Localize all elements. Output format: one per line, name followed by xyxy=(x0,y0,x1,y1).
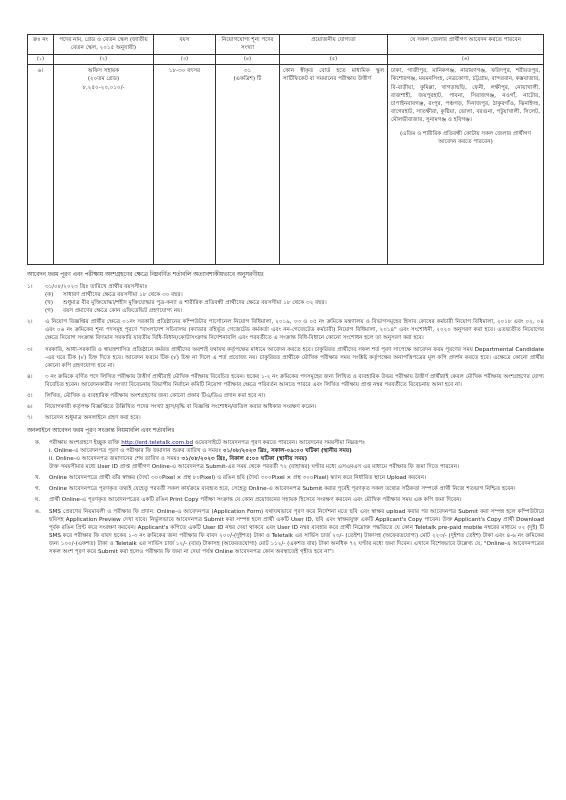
item-text: লিখিত, মৌখিক ও ব্যবহারিক পরীক্ষায় অংশগ্রহণের জন্য কোনো প্রকার টিএ/ডিএ প্রদান করা হবে না। xyxy=(45,393,266,400)
item-text: এ নিয়োগ বিজ্ঞপ্তির প্রার্থীর ক্ষেত্রে ০১নং সরকারি প্রতিষ্ঠানের কম্পিউটার পার্সোনেল নিয়োগ বিধিমালা, ২০১৯, ০৩ ও ০৫ নং ক্রমিকে মন্ত্রণালয় ও বিভাগসমূহের হিসাব কোষের কর্মচারী নিয়োগ বিধিমালা, ২০১৮ এবং ০২, ০৪ এবং ০৬ নং ক্রমিকের শূন্য পদসমূহ পূরণে "বাংলাদেশ সচিবালয় (ক্যাডার বহির্ভূত গেজেটেড কর্মকর্তা এবং নন-গেজেটেড কর্মচারী) নিয়োগ বিধিমালা, ২০১৪" এবং সংশোধনী, ২০২০ অনুসরণ করা হবে। এতদ্ব্যতীত নিয়োগের ক্ষেত্রে নিয়োগ সংক্রান্ত বিদ্যমান সরকারি যাবতীয় বিধি-বিধান/কোটাসংক্রান্ত নির্দেশনাবলি এবং পরবর্তীতে এ সংক্রান্ত বিধি-বিধানে কোনো সংশোধন হলে তা অনুসরণ করা হবে। xyxy=(45,319,544,342)
row-qualification: কোন স্বীকৃত বোর্ড হতে মাধ্যমিক স্কুল সার্টিফিকেট বা সমমানের পরীক্ষায় উত্তীর্ণ xyxy=(280,65,388,265)
online-item xyxy=(35,485,544,493)
condition-subitem xyxy=(45,307,544,315)
item-text: নিয়োগকারী কর্তৃপক্ষ বিজ্ঞপ্তিতে উল্লিখিত পদের সংখ্যা হ্রাস/বৃদ্ধি বা বিজ্ঞপ্তি সংশোধন/বাতিল করার অধিকার সংরক্ষণ করেন। xyxy=(45,404,317,411)
item-number: ৪। xyxy=(27,373,33,380)
table-header-row xyxy=(28,35,544,55)
online-item-a xyxy=(35,439,544,447)
condition-item xyxy=(27,414,544,422)
subitem-number: (ক) xyxy=(45,291,54,298)
header-qualification: প্রয়োজনীয় যোগ্যতা xyxy=(280,35,388,55)
item-text: SMS প্রেরণের নিয়মাবলী ও পরীক্ষার ফি প্রদান: Online-এ আবেদনপত্র (Application Form) যথাযথভাবে পূরণ করে নির্দেশনা মতে ছবি এবং স্বাক্ষর upload করার পর আবেদনপত্র Submit করা সম্পন্ন হলে কম্পিউটারে ছবিসহ Application Preview দেখা যাবে। নির্ভুলভাবে আবেদনপত্র Submit করা সম্পন্ন হলে প্রার্থী একটি User ID, ছবি এবং স্বাক্ষরযুক্ত একটি Applicant's Copy পাবেন। উক্ত Applicant's Copy প্রার্থী Download পূর্বক রঙিন প্রিন্ট করে সংরক্ষণ করবেন। Applicant's কপিতে একটি User ID নম্বর দেয়া থাকবে এবং User ID নম্বর ব্যবহার করে প্রার্থী নিম্নোক্ত পদ্ধতিতে যে কোন Teletalk pre-paid mobile নম্বরের মাধ্যমে ০২ (দুই) টি SMS করে পরীক্ষার ফি বাবদ ছকের ১-৩ নং ক্রমিকের জন্য পরীক্ষার ফি বাবদ ২০০/-(দুইশত) টাকা ও Teletalk এর সার্ভিস চার্জ ২৩/- (তেইশ) টাকাসহ (অফেরতযোগ্য) মোট ২২৩/- (দুইশত তেইশ) টাকা এবং ৪-৬ নং ক্রমিকের জন্য ১০০/-(একশত) টাকা ও Teletalk এর সার্ভিস চার্জ ১২/- (বার) টাকাসহ (অফেরতযোগ্য) মোট ১১২/- (একশত বার) টাকা অনধিক ৭২ ঘণ্টার মধ্যে জমা দিবেন। এখানে বিশেষভাবে উল্লেখ্য যে, "Online-এ আবেদনপত্রের সকল অংশ পূরণ করে Submit করা হলেও পরীক্ষার ফি জমা না দেয়া পর্যন্ত Online আবেদনপত্র কোন অবস্থাতেই গৃহীত হবে না"। xyxy=(49,508,544,556)
item-text: ৩১/০৮/২০২৩ খ্রিঃ তারিখে প্রার্থীর বয়সসীমাঃ xyxy=(45,283,148,290)
header-age: বয়স xyxy=(154,35,216,55)
item-number: ঘ. xyxy=(35,497,41,504)
start-date: ০১/০৮/২০২৩ খ্রিঃ, সকাল-০৯:০০ ঘটিকা (স্থানীয় সময়) xyxy=(223,447,352,454)
online-item xyxy=(35,496,544,504)
header-districts: যে সকল জেলার প্রার্থীগণ আবেদন করতে পারবেন xyxy=(388,35,544,55)
subitem-number: (খ) xyxy=(45,299,54,306)
col-number: (৫) xyxy=(280,55,388,65)
online-section xyxy=(27,427,544,556)
row-post-cell xyxy=(54,65,154,265)
subitem-number: (গ) xyxy=(45,308,54,315)
conditions-intro: আবেদন ফরম পূরণ এবং পরীক্ষায় অংশগ্রহণের ক্ষেত্রে নিম্নবর্ণিত শর্তাবলি অত্যাবশ্যকীয়ভাবে অনুসরণীয়ঃ xyxy=(27,272,264,279)
condition-item xyxy=(27,318,544,342)
col-number: (৪) xyxy=(216,55,280,65)
online-intro: অনলাইনে আবেদন ফরম পূরণ সংক্রান্ত নিয়মাবলি এবং শর্তাবলিঃ xyxy=(27,428,175,435)
row-serial: ৬। xyxy=(28,65,54,265)
item-number: ৭। xyxy=(27,415,33,422)
condition-subitem xyxy=(45,299,544,307)
date-line-start xyxy=(49,447,544,455)
table-column-number-row xyxy=(28,55,544,65)
subitem-text: সাধারণ প্রার্থীদের ক্ষেত্রে বয়সসীমা ১৮ থেকে ৩০ বছর। xyxy=(63,291,183,298)
online-item xyxy=(35,474,544,482)
item-number: ১। xyxy=(27,283,33,290)
condition-item xyxy=(27,403,544,411)
end-date-prefix: Online-এ আবেদনপত্র জমাদানের শেষ তারিখ ও সময়ঃ xyxy=(55,455,180,462)
vacancy-count: ৩১ xyxy=(243,68,252,75)
a-suffix: ওয়েবসাইটে আবেদনপত্র পূরণ করতে পারবেন। আবেদনের সময়সীমা নিম্নরূপঃ xyxy=(194,439,365,446)
item-number: গ. xyxy=(35,486,41,493)
districts-note: (এতিম ও শারীরিক প্রতিবন্ধী কোটায় সকল জেলার প্রার্থীগণ আবেদন করতে পারবেন) xyxy=(400,131,531,146)
col-number: (৩) xyxy=(154,55,216,65)
item-number: ৩। xyxy=(27,346,33,353)
subitem-text: বয়স প্রমাণের ক্ষেত্রে কোন এফিডেভিট গ্রহণযোগ্য নয়। xyxy=(63,308,183,315)
condition-subitem xyxy=(45,291,544,299)
row-districts-cell xyxy=(388,65,544,265)
item-text: আবেদন শুধুমাত্র অনলাইনে গ্রহণ করা হবে। xyxy=(45,415,141,422)
row-age: ১৮-৩০ বৎসর xyxy=(154,65,216,265)
item-number: ৫। xyxy=(27,393,33,400)
roman-number: ii. xyxy=(49,455,54,462)
item-text xyxy=(49,439,544,447)
vacancy-words: (একত্রিশ) টি xyxy=(233,76,262,83)
end-date: ৩১/০৮/২০২৩ খ্রিঃ, বিকাল ৫:০০ ঘটিকা (স্থানীয় সময়) xyxy=(181,455,308,462)
start-date-prefix: Online-এ আবেদনপত্র পূরণ ও পরীক্ষার ফি জমাদান শুরুর তারিখ ও সময়ঃ xyxy=(54,447,222,454)
item-number: ঙ. xyxy=(35,508,41,515)
condition-item xyxy=(27,283,544,291)
post-grade: (২০তম গ্রেড) xyxy=(87,76,120,83)
header-serial: ক্রঃ নং xyxy=(28,35,54,55)
vacancy-table xyxy=(27,34,544,265)
header-post-name: পদের নাম, গ্রেড ও বেতন স্কেল (জাতীয় বেতন স্কেল, ২০১৫ অনুযায়ী) xyxy=(54,35,154,55)
teletalk-link[interactable]: http://erd.teletalk.com.bd xyxy=(121,439,194,446)
subitem-text: শুধুমাত্র বীর মুক্তিযোদ্ধা/শহীদ মুক্তিযোদ্ধার পুত্র-কন্যা ও শারীরিক প্রতিবন্ধী প্রার্থীদের ক্ষেত্রে বয়সসীমা ১৮ থেকে ৩২ বছর। xyxy=(63,299,327,306)
col-number: (১) xyxy=(28,55,54,65)
districts-list: ঢাকা, গাজীপুর, মানিকগঞ্জ, নারায়ণগঞ্জ, ফরিদপুর, শরীয়তপুর, কিশোরগঞ্জ, ময়মনসিংহ, নেত্রকোণা, চট্টগ্রাম, বান্দরবান, কক্সবাজার, বি-বাড়ীয়া, কুমিল্লা, খাগড়াছড়ি, ফেনী, লক্ষীপুর, নোয়াখালী, রাজশাহী, জয়পুরহাট, পাবনা, সিরাজগঞ্জ, নওগাঁ, নাটোর, চাপাইনবাবগঞ্জ, রংপুর, পঞ্চগড়, দিনাজপুর, ঠাকুরগাঁও, ঝিনাইদহ, বাগেরহাট, সাতক্ষীরা, কুষ্টিয়া, ভোলা, বরগুনা, পটুয়াখালী, সিলেট, মৌলভীবাজার, সুনামগঞ্জ ও হবিগঞ্জ। xyxy=(391,68,540,123)
table-row xyxy=(28,65,544,265)
item-number: ৬। xyxy=(27,404,33,411)
fee-window-note: উক্ত সময়সীমার মধ্যে User ID প্রাপ্ত প্রার্থীগণ Online-এ আবেদনপত্র Submit-এর সময় থেকে পরবর্তী ৭২ (বাহাত্তর) ঘণ্টার মধ্যে এসএমএস এর মাধ্যমে পরীক্ষার ফি জমা দিতে পারবেন। xyxy=(49,464,460,471)
row-vacancy-cell xyxy=(216,65,280,265)
header-vacancy: নিয়োগযোগ্য শূন্য পদের সংখ্যা xyxy=(216,35,280,55)
item-text: ৩ নং ক্রমিকে বর্ণিত পদে লিখিত পরীক্ষায় উত্তীর্ণ প্রার্থীরাই মৌখিক পরীক্ষায় বিবেচিত হবেন। ছকের ১-২ নং ক্রমিকের পদসমূহের জন্য লিখিত ও ব্যবহারিক উভয় পরীক্ষায় উত্তীর্ণ প্রার্থীরাই কেবল মৌখিক পরীক্ষায় অংশগ্রহণের যোগ্য বিবেচিত হবেন। আবেদনকারীর সংখ্যা বিবেচনায় বিভাগীয় নির্বাচন কমিটি নিয়োগ পরীক্ষার ক্ষেত্রে পরিবর্তন আনতে পারবে এবং লিখিত পরীক্ষায় প্রাপ্ত নম্বর পরবর্তীতে বিবেচনায় আনা হবে না। xyxy=(45,373,544,388)
item-number: ক. xyxy=(35,439,41,446)
condition-item xyxy=(27,373,544,389)
date-line-end xyxy=(49,455,544,463)
item-text: সরকারি, আধা-সরকারি ও স্বায়ত্তশাসিত প্রতিষ্ঠানে কর্মরত প্রার্থীদের অবশ্যই যথাযথ কর্তৃপক্ষের মাধ্যমে আবেদন করতে হবে। চাকুরিরত প্রার্থীদের সকল শর্ত পূরণ সাপেক্ষে আবেদন ফরম পূরণের সময় Departmental Candidate -এর ঘরে টিক (√) চিহ্ন দিতে হবে। আবেদন ফরমে টিক (√) চিহ্ন না দিলে এ শর্ত প্রযোজ্য নয়। চাকুরিরত প্রার্থীকে মৌখিক পরীক্ষার সময় সংশ্লিষ্ট কর্তৃপক্ষের অনাপত্তিপত্রের মূল কপি প্রদর্শন করতে হবে। এক্ষেত্রে কোনো প্রার্থীর কোনো কপি গ্রহণযোগ্য হবে না। xyxy=(45,346,544,369)
post-scale: ৮,২৫০-২০,০১০/- xyxy=(82,84,125,91)
item-text: Online আবেদনপত্রে পূরণকৃত তথ্যই যেহেতু পরবর্তী সকল কার্যক্রমে ব্যবহৃত হবে, সেহেতু Online-এ আবেদনপত্র Submit করার পূর্বেই পূরণকৃত সকল তথ্যের সঠিকতা সম্পর্কে প্রার্থী নিজে শতভাগ নিশ্চিত হবেন। xyxy=(49,486,516,493)
condition-item xyxy=(27,346,544,370)
item-text: Online আবেদনপত্রে প্রার্থী তাঁর স্বাক্ষর (দৈর্ঘ্য ৩০০Pixel × প্রস্থ ৮০Pixel) ও রঙিন ছবি (দৈর্ঘ্য ৩০০Pixel × প্রস্থ ৩০০Pixel) স্ক্যান করে নির্ধারিত স্থানে Upload করবেন। xyxy=(49,475,426,482)
item-number: খ. xyxy=(35,475,41,482)
item-text: প্রার্থী Online-এ পূরণকৃত আবেদনপত্রের একটি রঙিন Print Copy পরীক্ষা সংক্রান্ত যে কোন প্রয়োজনের সহায়ক হিসেবে সংরক্ষণ করবেন এবং মৌখিক পরীক্ষার সময় এক কপি জমা দিবেন। xyxy=(49,497,462,504)
roman-number: i. xyxy=(49,447,53,454)
col-number: (৬) xyxy=(388,55,544,65)
online-item xyxy=(35,508,544,557)
conditions-section xyxy=(27,271,544,422)
col-number: (২) xyxy=(54,55,154,65)
item-number: ২। xyxy=(27,319,33,326)
a-prefix: পরীক্ষায় অংশগ্রহণে ইচ্ছুক ব্যক্তি xyxy=(49,439,120,446)
post-name: অফিস সহায়ক xyxy=(87,68,120,75)
condition-item xyxy=(27,392,544,400)
